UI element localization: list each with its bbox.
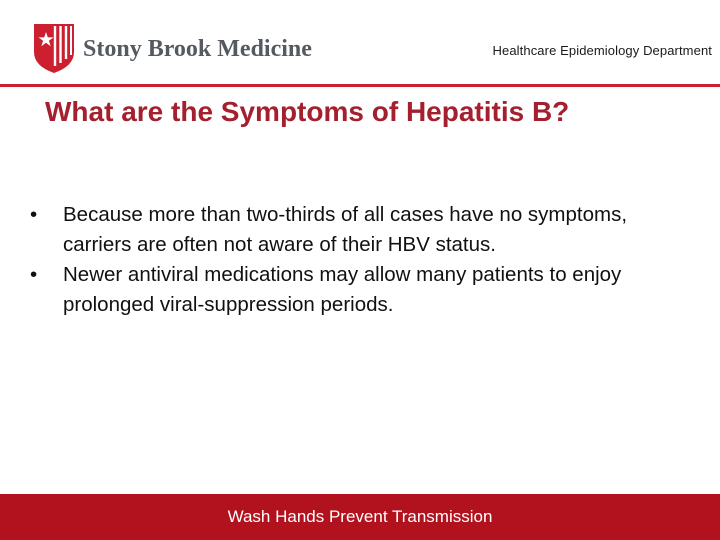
bullet-list <box>30 200 680 320</box>
bullet-text: Newer antiviral medications may allow many patients to enjoy prolonged viral-suppression periods. <box>63 263 622 316</box>
slide-title: What are the Symptoms of Hepatitis B? <box>45 96 570 127</box>
stony-brook-medicine-logo <box>32 22 322 74</box>
footer-banner <box>0 494 720 540</box>
bullet-item <box>30 260 680 320</box>
slide-header <box>0 0 720 86</box>
bullet-item <box>30 200 680 260</box>
bullet-text: Because more than two-thirds of all cases have no symptoms, carriers are often not aware of their HBV status. <box>63 203 628 256</box>
bullet-marker: • <box>30 203 38 226</box>
svg-text:Stony Brook Medicine: Stony Brook Medicine <box>83 36 312 62</box>
department-label: Healthcare Epidemiology Department <box>492 43 712 58</box>
footer-slogan: Wash Hands Prevent Transmission <box>227 507 493 526</box>
header-divider <box>0 84 720 87</box>
bullet-marker: • <box>30 263 38 286</box>
